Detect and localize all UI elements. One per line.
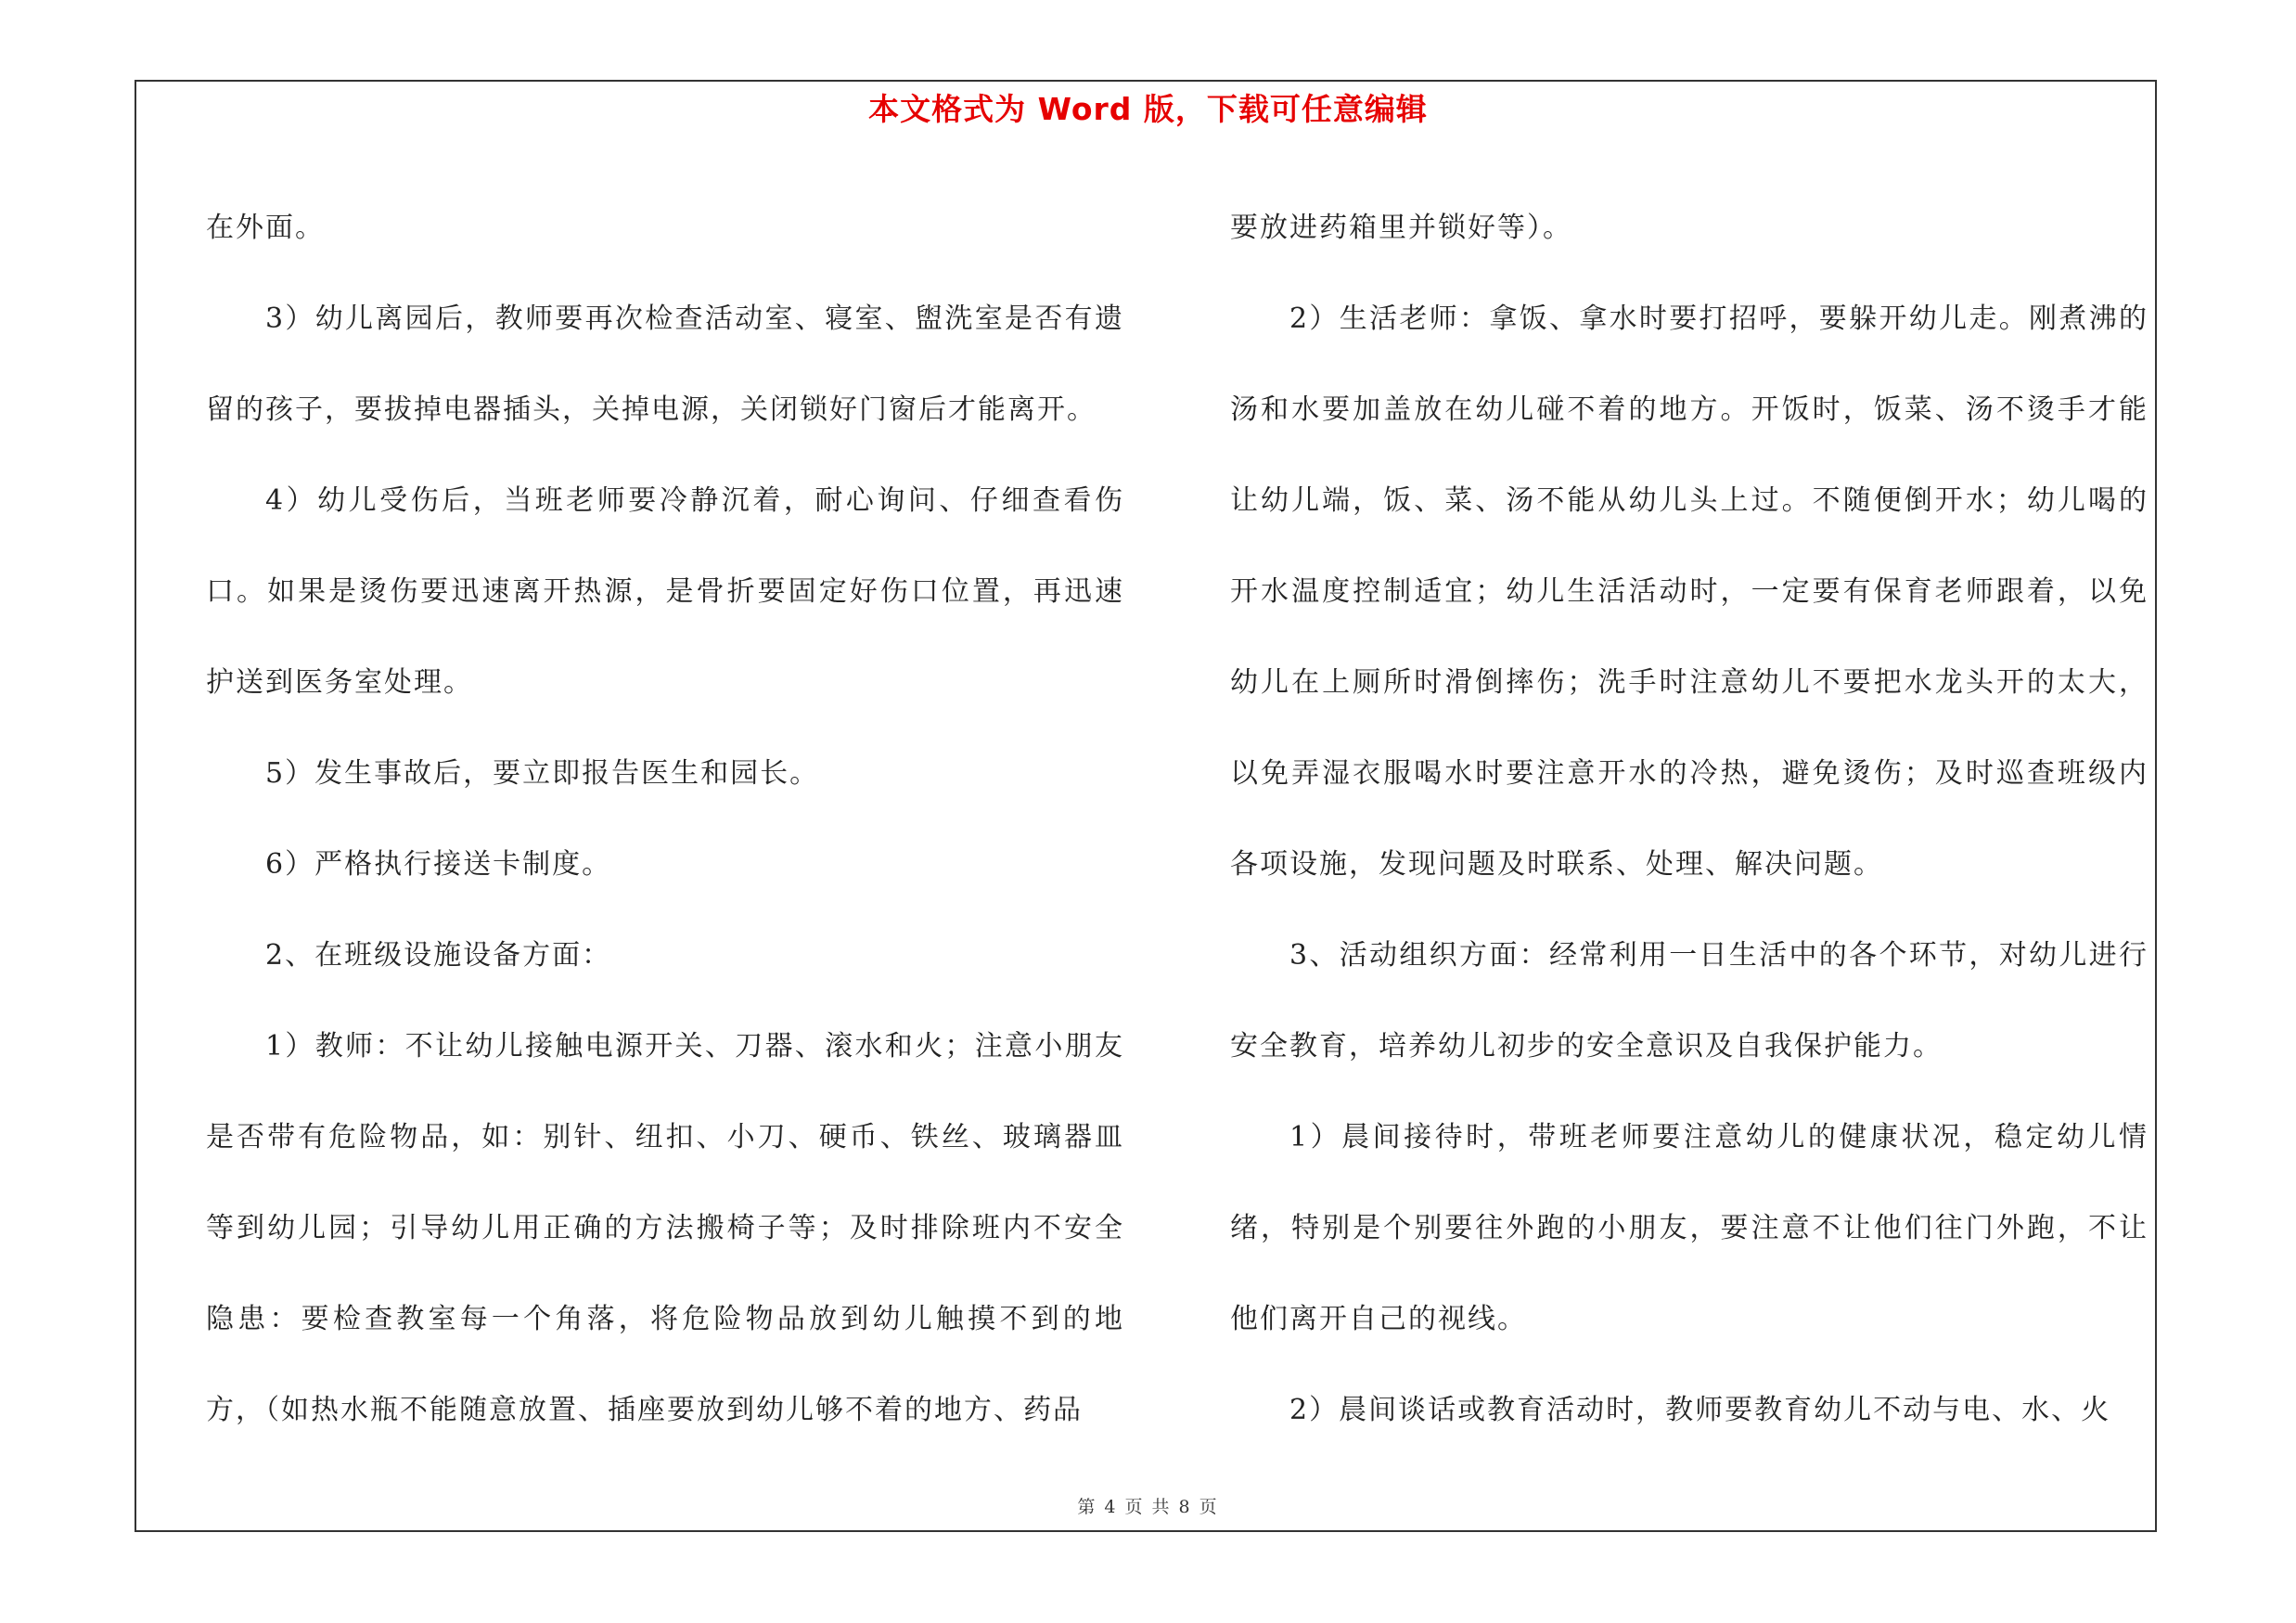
paragraph: 2）生活老师：拿饭、拿水时要打招呼，要躲开幼儿走。刚煮沸的汤和水要加盖放在幼儿碰不着的地方。开饭时，饭菜、汤不烫手才能让幼儿端，饭、菜、汤不能从幼儿头上过。不随便倒开水；幼儿喝的开水温度控制适宜；幼儿生活活动时，一定要有保育老师跟着，以免幼儿在上厕所时滑倒摔伤；洗手时注意幼儿不要把水龙头开的太大，以免弄湿衣服喝水时要注意开水的冷热，避免烫伤；及时巡查班级内各项设施，发现问题及时联系、处理、解决问题。	[1230, 303, 2148, 881]
section-heading: 2、在班级设施设备方面：	[265, 939, 612, 972]
paragraph: 3）幼儿离园后，教师要再次检查活动室、寝室、盥洗室是否有遗留的孩子，要拔掉电器插头，关掉电源，关闭锁好门窗后才能离开。	[206, 303, 1124, 426]
paragraph: 6）严格执行接送卡制度。	[265, 848, 612, 881]
paragraph: 4）幼儿受伤后，当班老师要冷静沉着，耐心询问、仔细查看伤口。如果是烫伤要迅速离开热源，是骨折要固定好伤口位置，再迅速护送到医务室处理。	[206, 484, 1124, 699]
paragraph: 1）教师：不让幼儿接触电源开关、刀器、滚水和火；注意小朋友是否带有危险物品，如：别针、纽扣、小刀、硬币、铁丝、玻璃器皿等到幼儿园；引导幼儿用正确的方法搬椅子等；及时排除班内不安全隐患：要检查教室每一个角落，将危险物品放到幼儿触摸不到的地方，（如热水瓶不能随意放置、插座要放到幼儿够不着的地方、药品	[206, 1030, 1124, 1426]
left-column	[206, 183, 1124, 1456]
paragraph: 在外面。	[206, 212, 325, 244]
paragraph: 1）晨间接待时，带班老师要注意幼儿的健康状况，稳定幼儿情绪，特别是个别要往外跑的小朋友，要注意不让他们往门外跑，不让他们离开自己的视线。	[1230, 1121, 2148, 1335]
section-heading: 3、活动组织方面：经常利用一日生活中的各个环节，对幼儿进行安全教育，培养幼儿初步的安全意识及自我保护能力。	[1230, 939, 2148, 1063]
paragraph: 要放进药箱里并锁好等）。	[1230, 212, 1572, 244]
page-number: 第 4 页 共 8 页	[1077, 1497, 1219, 1517]
paragraph: 5）发生事故后，要立即报告医生和园长。	[265, 757, 820, 790]
header-notice: 本文格式为 Word 版，下载可任意编辑	[868, 91, 1428, 127]
right-column	[1230, 183, 2148, 1456]
paragraph: 2）晨间谈话或教育活动时，教师要教育幼儿不动与电、水、火	[1289, 1394, 2111, 1426]
